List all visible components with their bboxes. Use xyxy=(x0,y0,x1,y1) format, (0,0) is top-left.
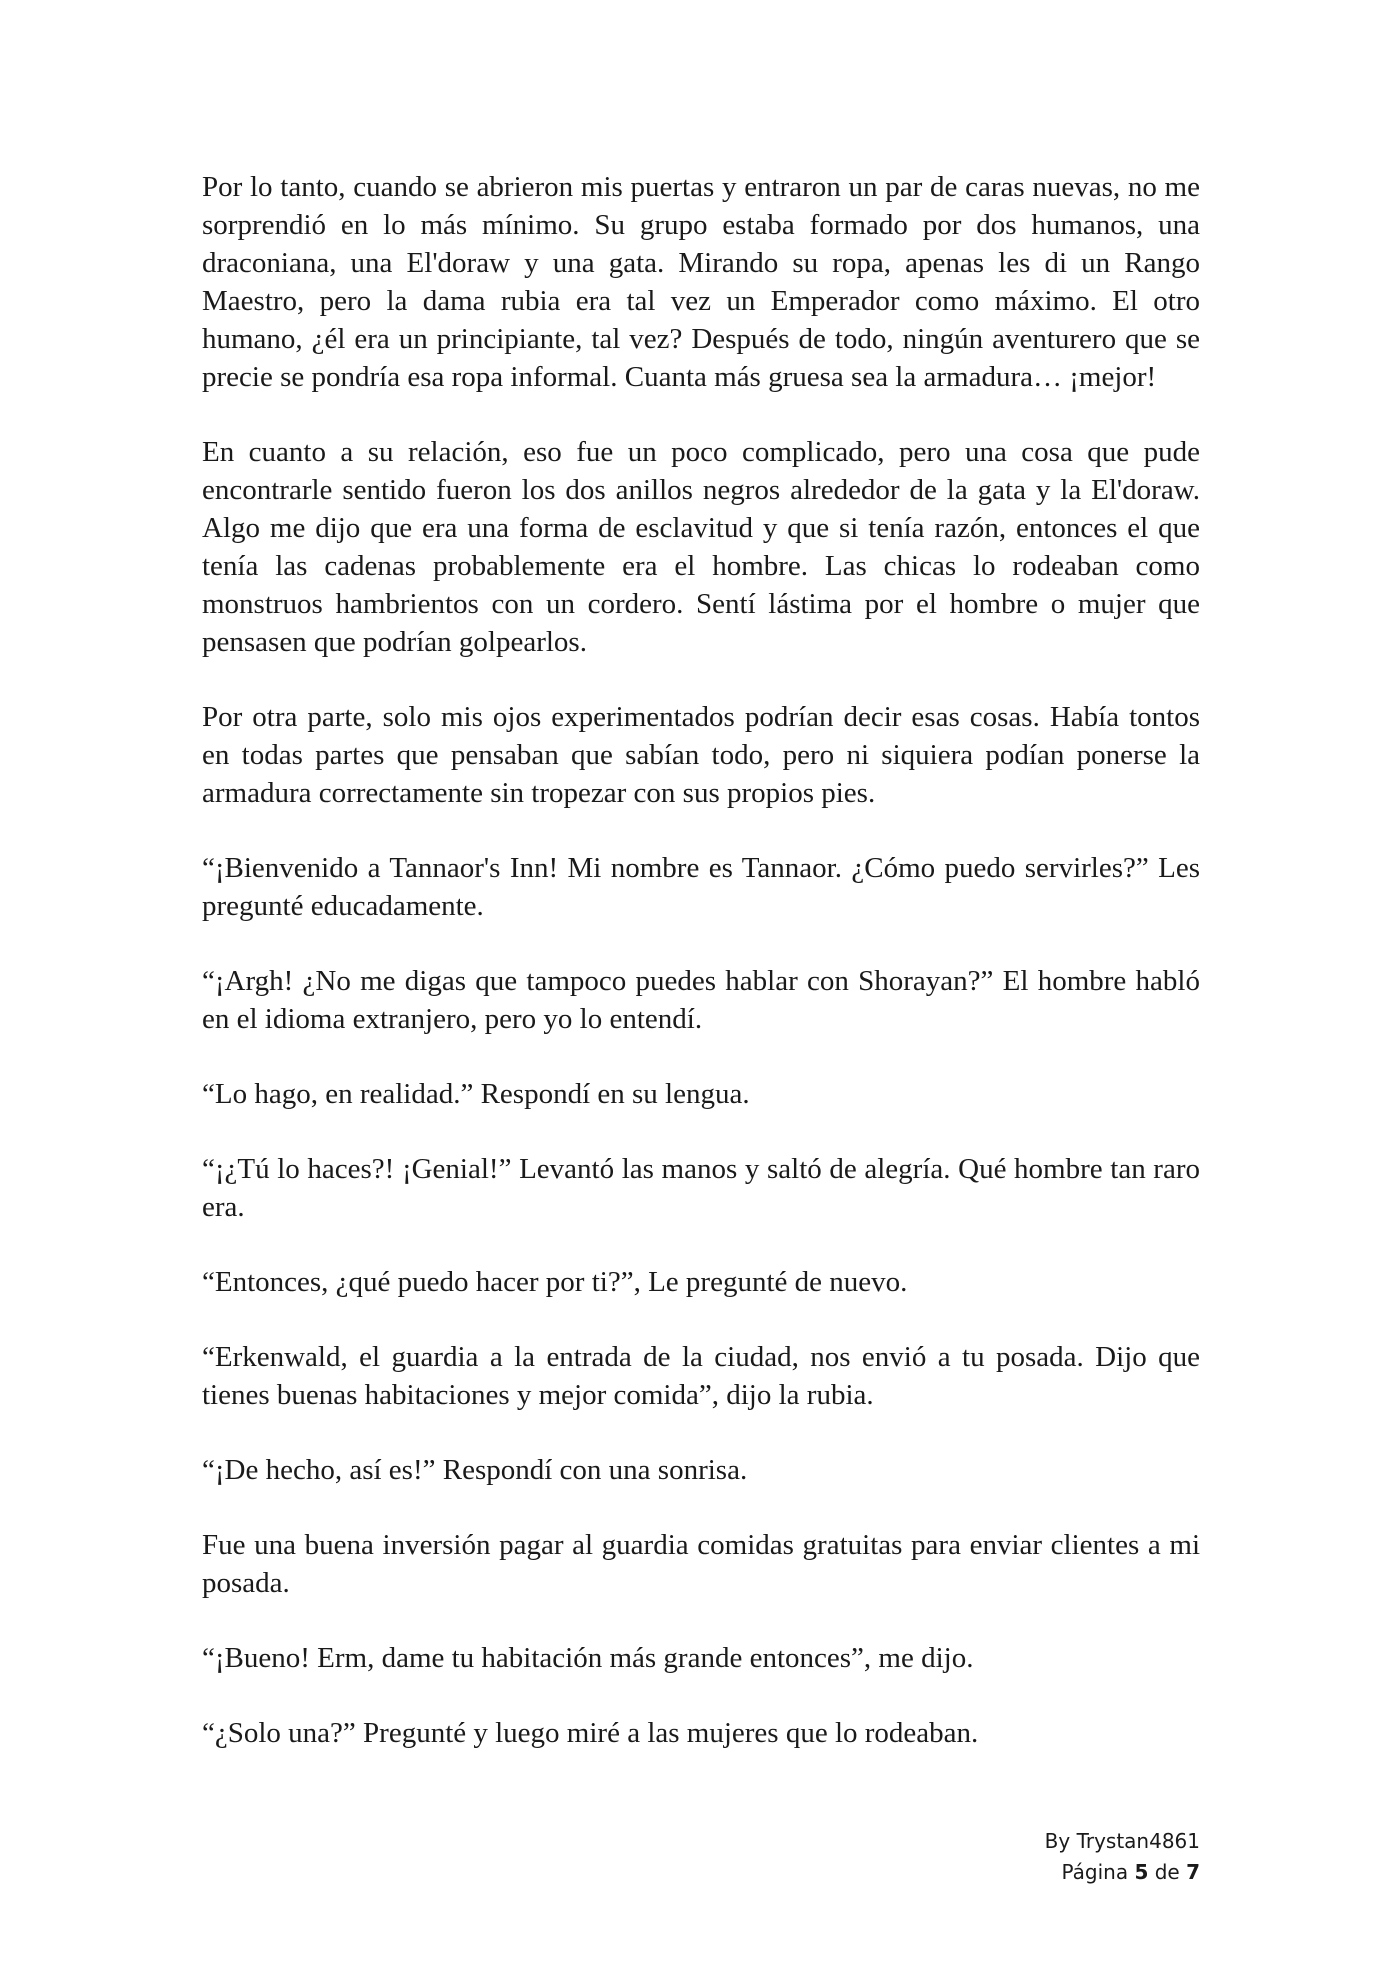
paragraph-13: “¿Solo una?” Pregunté y luego miré a las mujeres que lo rodeaban. xyxy=(202,1717,979,1749)
total-pages: 7 xyxy=(1186,1860,1200,1884)
paragraph-2: En cuanto a su relación, eso fue un poco complicado, pero una cosa que pude encontrarle sentido fueron los dos anillos negros alrededor de la gata y la El'doraw. Algo me dijo que era una forma de esclavitud y que si tenía razón, entonces el que tenía las cadenas probablemente era el hombre. Las chicas lo rodeaban como monstruos hambrientos con un cordero. Sentí lástima por el hombre o mujer que pensasen que podrían golpearlos. xyxy=(202,436,1200,658)
page-word: Página xyxy=(1061,1860,1129,1884)
body-text xyxy=(202,168,1200,1789)
paragraph-5: “¡Argh! ¿No me digas que tampoco puedes hablar con Shorayan?” El hombre habló en el idioma extranjero, pero yo lo entendí. xyxy=(202,965,1200,1035)
paragraph-4: “¡Bienvenido a Tannaor's Inn! Mi nombre es Tannaor. ¿Cómo puedo servirles?” Les pregunté educadamente. xyxy=(202,852,1200,922)
paragraph-3: Por otra parte, solo mis ojos experimentados podrían decir esas cosas. Había tontos en todas partes que pensaban que sabían todo, pero ni siquiera podían ponerse la armadura correctamente sin tropezar con sus propios pies. xyxy=(202,701,1200,809)
paragraph-1: Por lo tanto, cuando se abrieron mis puertas y entraron un par de caras nuevas, no me sorprendió en lo más mínimo. Su grupo estaba formado por dos humanos, una draconiana, una El'doraw y una gata. Mirando su ropa, apenas les di un Rango Maestro, pero la dama rubia era tal vez un Emperador como máximo. El otro humano, ¿él era un principiante, tal vez? Después de todo, ningún aventurero que se precie se pondría esa ropa informal. Cuanta más gruesa sea la armadura… ¡mejor! xyxy=(202,171,1200,393)
paragraph-10: “¡De hecho, así es!” Respondí con una sonrisa. xyxy=(202,1454,748,1486)
page-indicator xyxy=(1045,1857,1200,1888)
paragraph-7: “¡¿Tú lo haces?! ¡Genial!” Levantó las manos y saltó de alegría. Qué hombre tan raro era. xyxy=(202,1153,1200,1223)
of-word: de xyxy=(1154,1860,1180,1884)
page-footer xyxy=(1045,1826,1200,1888)
paragraph-12: “¡Bueno! Erm, dame tu habitación más grande entonces”, me dijo. xyxy=(202,1642,974,1674)
paragraph-6: “Lo hago, en realidad.” Respondí en su lengua. xyxy=(202,1078,750,1110)
paragraph-11: Fue una buena inversión pagar al guardia comidas gratuitas para enviar clientes a mi posada. xyxy=(202,1529,1200,1599)
author-credit: By Trystan4861 xyxy=(1044,1829,1200,1853)
page-number: 5 xyxy=(1134,1860,1149,1884)
paragraph-9: “Erkenwald, el guardia a la entrada de la ciudad, nos envió a tu posada. Dijo que tienes buenas habitaciones y mejor comida”, dijo la rubia. xyxy=(202,1341,1200,1411)
paragraph-8: “Entonces, ¿qué puedo hacer por ti?”, Le pregunté de nuevo. xyxy=(202,1266,908,1298)
